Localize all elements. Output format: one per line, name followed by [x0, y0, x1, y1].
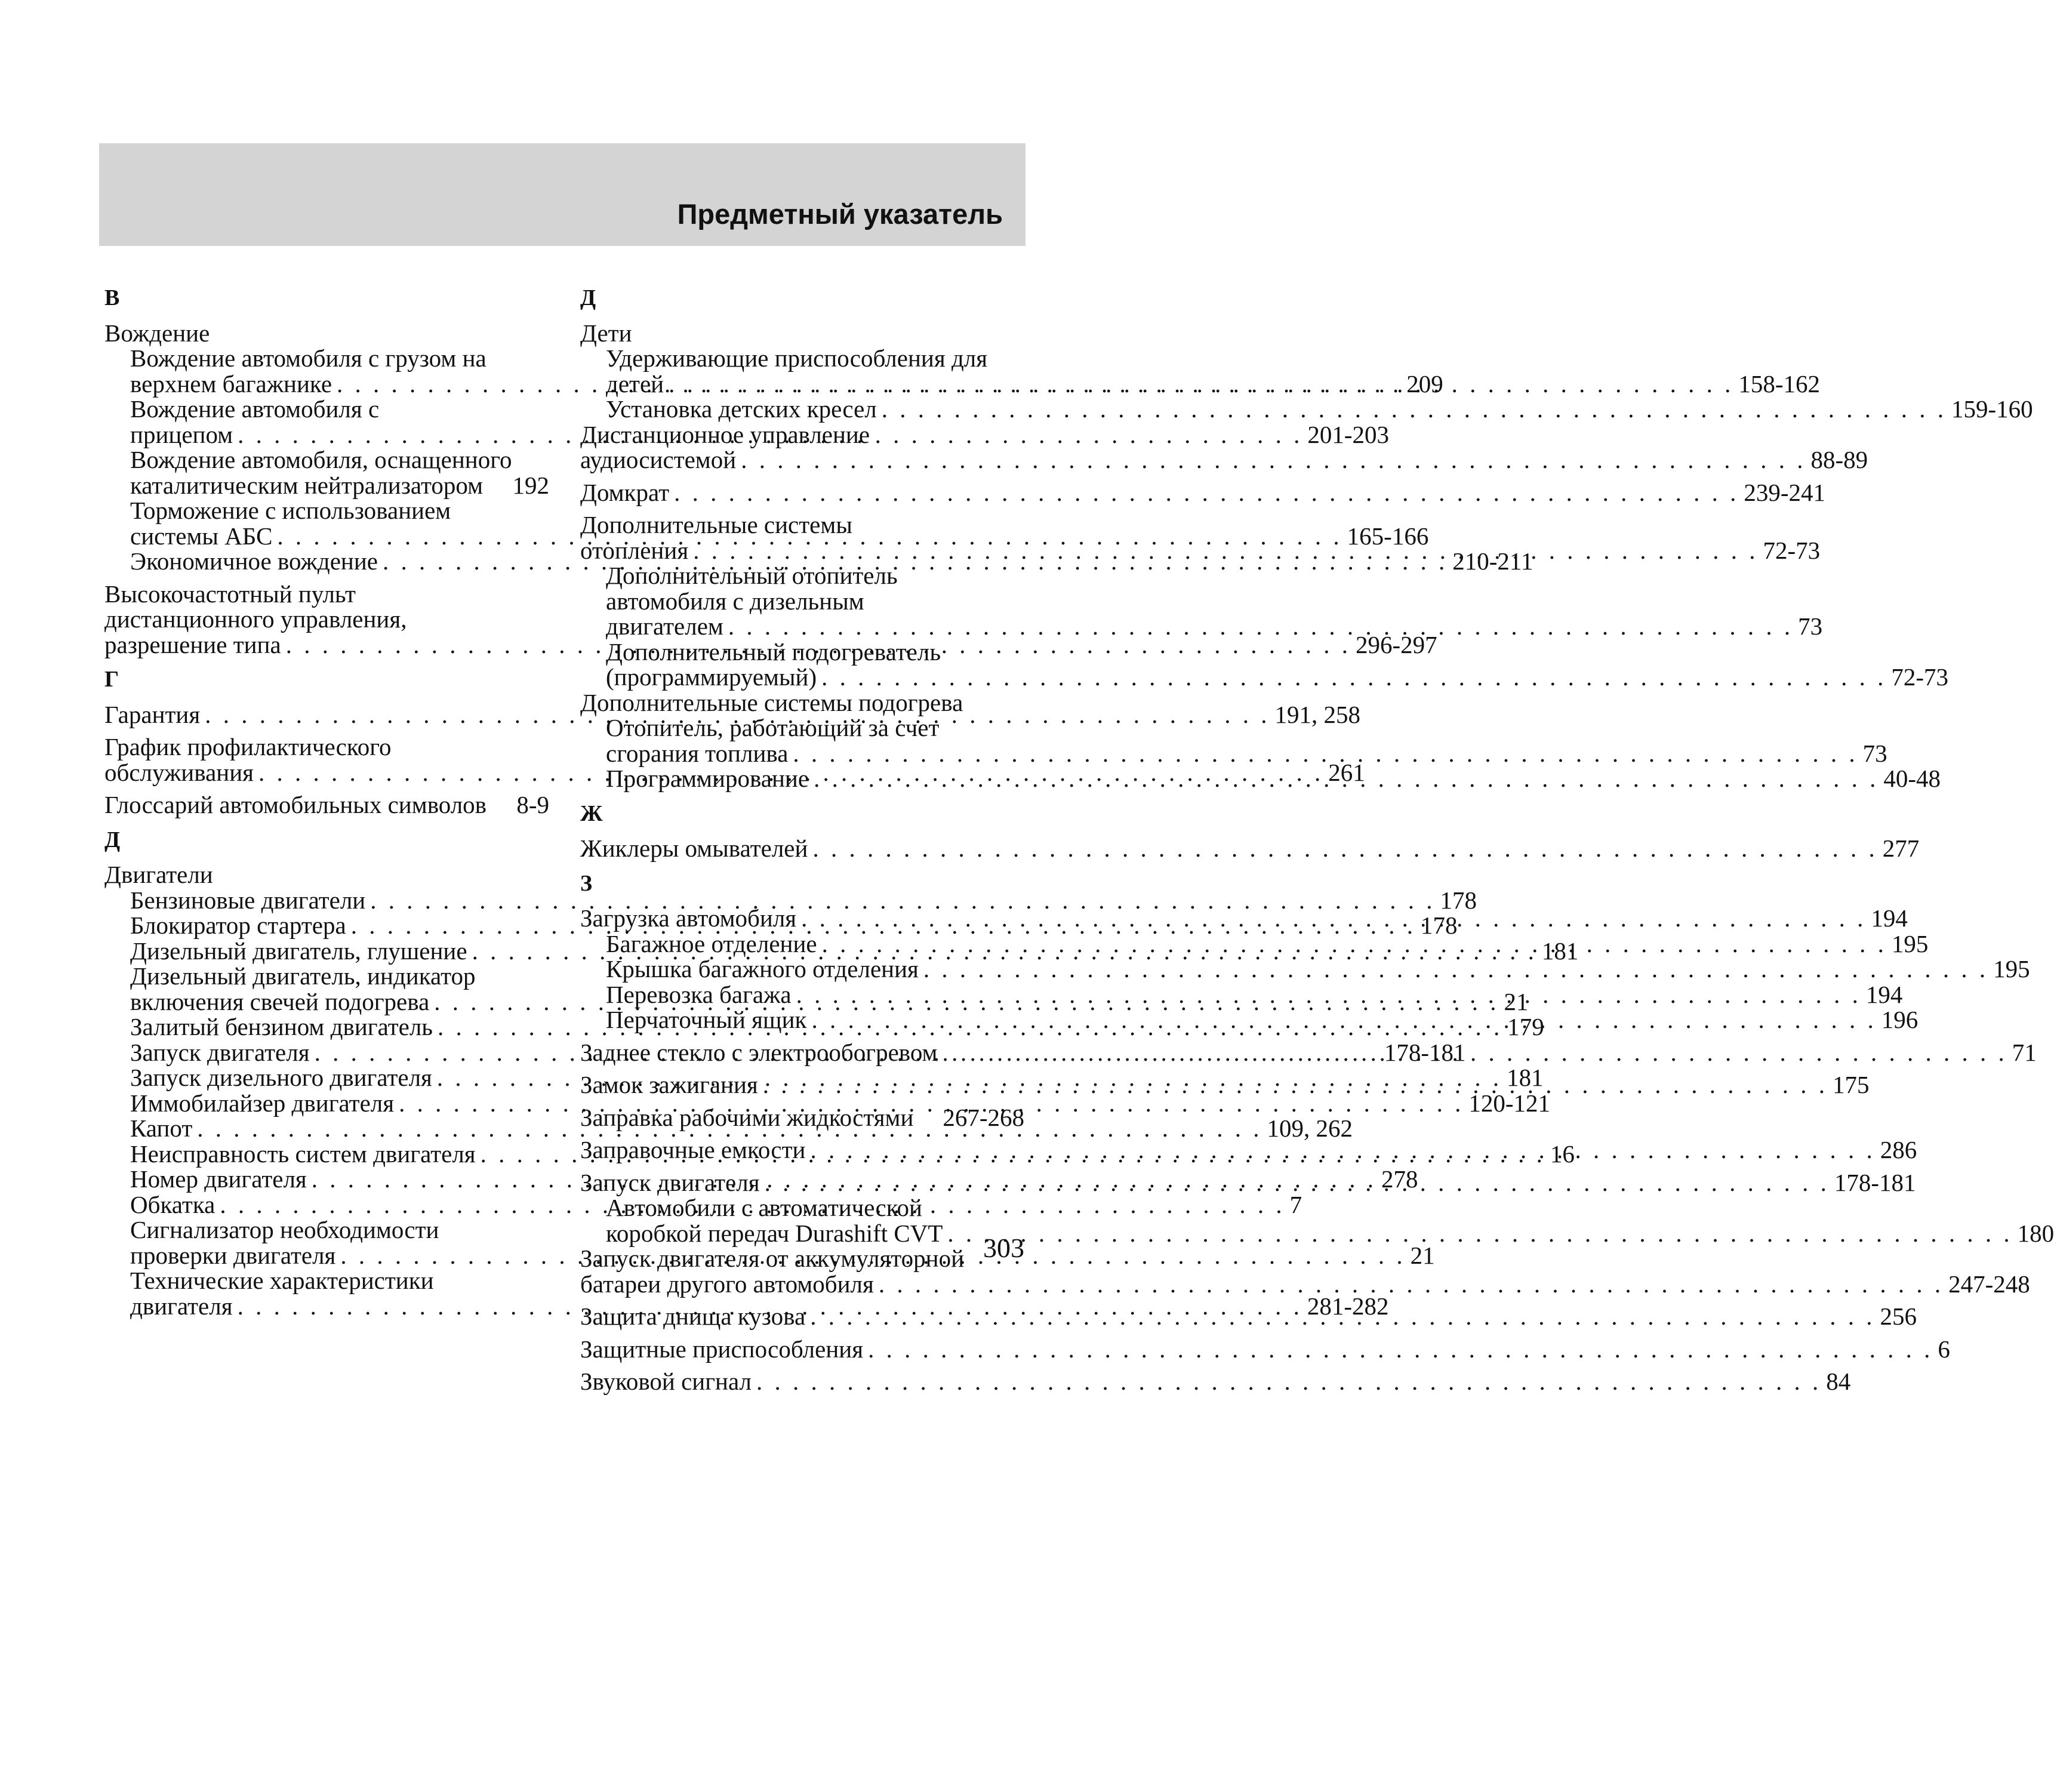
entry-term: Двигатели	[104, 861, 213, 888]
subentry-term: Торможение с использованием	[130, 497, 451, 524]
leader-dots	[817, 931, 1892, 957]
leader-dots	[806, 1007, 1881, 1033]
page-ref: 256	[1880, 1303, 1917, 1330]
leader-dots	[938, 1040, 2012, 1066]
subentry-term: Иммобилайзер двигателя	[130, 1089, 395, 1117]
leader-dots	[723, 614, 1798, 639]
page-ref: 8-9	[516, 791, 549, 818]
page-number: 303	[983, 1233, 1024, 1263]
page-ref: 195	[1993, 955, 2030, 983]
page-ref: 239-241	[1744, 478, 1826, 506]
subentry-term: Установка детских кресел	[606, 395, 877, 423]
page-ref: 178	[1420, 912, 1458, 939]
page-ref: 201-203	[1307, 420, 1390, 448]
entry-term: Запуск двигателя от аккумуляторной	[580, 1245, 965, 1272]
entry-term: Дополнительные системы подогрева	[580, 688, 963, 716]
subentry-term: Дизельный двигатель, глушение	[130, 937, 467, 965]
entry-term: Звуковой сигнал	[580, 1368, 752, 1395]
page-ref: 181	[1507, 1064, 1544, 1091]
subentry-term: двигателя	[130, 1292, 233, 1320]
subentry-term: (программируемый)	[606, 663, 817, 691]
page-ref: 72-73	[1763, 536, 1821, 564]
page-ref: 281-282	[1307, 1292, 1389, 1320]
page-ref: 88-89	[1810, 446, 1868, 473]
entry-term: Защитные приспособления	[580, 1335, 864, 1363]
header-band	[99, 143, 1026, 246]
section-letter: Ж	[580, 800, 603, 826]
leader-dots	[808, 836, 1882, 861]
entry-term: батареи другого автомобиля	[580, 1270, 874, 1298]
page-ref: 159-160	[1951, 395, 2033, 423]
page-ref: 209	[1406, 370, 1443, 398]
subentry-term: Блокиратор стартера	[130, 912, 346, 939]
leader-dots	[874, 1271, 1948, 1297]
page-ref: 191, 258	[1274, 700, 1360, 728]
index-entry	[580, 1335, 1950, 1363]
page-ref: 21	[1504, 987, 1529, 1015]
page-ref: 277	[1882, 835, 1920, 862]
leader-dots	[736, 447, 1810, 473]
entry-term: Вождение	[104, 319, 210, 347]
page-ref: 178-181	[1384, 1038, 1466, 1066]
page-ref: 181	[1541, 937, 1579, 965]
subentry-term: Перчаточный ящик	[606, 1006, 807, 1033]
entry-term: обслуживания	[104, 758, 254, 786]
subentry-term: Номер двигателя	[130, 1165, 307, 1193]
leader-dots	[805, 1137, 1880, 1163]
index-entry	[104, 792, 549, 818]
subentry-term: Дополнительный отопитель	[606, 562, 898, 589]
entry-term: График профилактического	[104, 733, 392, 760]
leader-dots	[788, 741, 1862, 766]
subentry-term: Сигнализатор необходимости	[130, 1216, 439, 1243]
leader-dots	[919, 956, 1993, 982]
entry-term: Запуск двигателя	[580, 1168, 760, 1196]
leader-dots	[796, 906, 1871, 931]
page-ref: 175	[1833, 1071, 1870, 1098]
subentry-term: Залитый бензином двигатель	[130, 1013, 433, 1040]
page-ref: 278	[1381, 1165, 1418, 1193]
subentry-term: системы АБС	[130, 522, 273, 550]
entry-term: Дети	[580, 319, 632, 347]
page-ref: 178-181	[1834, 1168, 1916, 1196]
leader-dots	[817, 664, 1891, 690]
subentry-term: Вождение автомобиля с грузом на	[130, 344, 486, 372]
leader-dots	[943, 1221, 2017, 1246]
leader-dots	[760, 1170, 1834, 1196]
index-entry	[580, 1368, 1851, 1395]
page-ref: 71	[2012, 1038, 2037, 1066]
subentry-term: Багажное отделение	[606, 929, 817, 957]
subentry-term: Отопитель, работающий за счет	[606, 714, 940, 741]
section-letter: Д	[104, 827, 121, 852]
subentry-term: Бензиновые двигатели	[130, 886, 366, 914]
page-ref: 267-268	[943, 1103, 1024, 1131]
entry-term: Высокочастотный пульт	[104, 580, 356, 608]
subentry-term: Вождение автомобиля с	[130, 395, 380, 423]
index-entry	[580, 478, 1826, 506]
subentry-term: двигателем	[606, 612, 723, 640]
page-ref: 40-48	[1883, 765, 1941, 792]
subentry-term: Технические характеристики	[130, 1267, 434, 1294]
page-ref: 165-166	[1347, 522, 1429, 550]
leader-dots	[752, 1369, 1826, 1394]
leader-dots	[669, 480, 1744, 506]
leader-dots	[809, 766, 1883, 792]
section-letter: З	[580, 870, 593, 896]
entry-term: Глоссарий автомобильных символов	[104, 791, 487, 818]
page-ref: 296-297	[1355, 630, 1437, 658]
subentry-term: детей	[606, 370, 664, 398]
leader-dots	[758, 1072, 1833, 1098]
page-ref: 286	[1880, 1136, 1917, 1163]
subentry-term: Перевозка багажа	[606, 980, 792, 1008]
subentry-term: Капот	[130, 1114, 193, 1142]
subentry-term: Программирование	[606, 765, 809, 792]
page-ref: 73	[1862, 739, 1887, 767]
page-ref: 73	[1798, 612, 1823, 640]
index-entry	[580, 835, 1920, 862]
entry-term: Заднее стекло с электрообогревом	[580, 1038, 938, 1066]
index-entry	[580, 1105, 1024, 1131]
page-ref: 195	[1891, 929, 1929, 957]
page-ref: 6	[1938, 1335, 1950, 1363]
page-ref: 192	[512, 471, 549, 499]
page-title: Предметный указатель	[677, 198, 1003, 230]
page-ref: 7	[1289, 1190, 1302, 1218]
subentry-term: Дополнительный подогреватель	[606, 638, 941, 666]
entry-term: Гарантия	[104, 700, 201, 728]
subentry-term: Неисправность систем двигателя	[130, 1140, 476, 1168]
entry-term: Замок зажигания	[580, 1071, 758, 1098]
page-ref: 180	[2017, 1219, 2054, 1247]
entry-term: Загрузка автомобиля	[580, 904, 797, 932]
page-ref: 179	[1507, 1013, 1544, 1040]
leader-dots	[688, 538, 1763, 564]
subentry-term: автомобиля с дизельным	[606, 587, 864, 615]
entry-term: Дистанционное управление	[580, 420, 870, 448]
subentry-term: включения свечей подогрева	[130, 987, 430, 1015]
entry-term: Защита днища кузова	[580, 1303, 806, 1330]
section-letter: Д	[580, 285, 596, 310]
page-ref: 196	[1881, 1006, 1918, 1033]
subentry-term: Вождение автомобиля, оснащенного	[130, 446, 512, 473]
leader-dots	[664, 371, 1738, 397]
subentry-term: Крышка багажного отделения	[606, 955, 919, 983]
subentry-term: Экономичное вождение	[130, 547, 378, 575]
entry-term: Жиклеры омывателей	[580, 835, 808, 862]
subentry-term: Обкатка	[130, 1190, 215, 1218]
page-ref: 261	[1328, 758, 1365, 786]
page-ref: 72-73	[1891, 663, 1949, 691]
page-ref: 247-248	[1948, 1270, 2030, 1298]
subentry-term: прицепом	[130, 420, 233, 448]
entry-term: Дополнительные системы	[580, 511, 852, 538]
page-ref: 194	[1865, 980, 1903, 1008]
leader-dots	[863, 1337, 1938, 1362]
page-ref: 158-162	[1738, 370, 1821, 398]
leader-dots	[792, 982, 1866, 1008]
entry-term: разрешение типа	[104, 630, 281, 658]
subentry-term: верхнем багажнике	[130, 370, 332, 398]
entry-term: дистанционного управления,	[104, 605, 407, 633]
section-letter: В	[104, 285, 120, 310]
entry-term: отопления	[580, 536, 689, 564]
page-ref: 120-121	[1468, 1089, 1550, 1117]
page-ref: 21	[1410, 1241, 1435, 1269]
subentry-term: Удерживающие приспособления для	[606, 344, 988, 372]
leader-dots	[877, 396, 1951, 422]
page-ref: 109, 262	[1267, 1114, 1353, 1142]
leader-dots	[805, 1304, 1880, 1329]
entry-term: аудиосистемой	[580, 446, 737, 473]
page-ref: 84	[1826, 1368, 1851, 1395]
page-ref: 16	[1550, 1140, 1575, 1168]
page-ref: 210-211	[1452, 547, 1533, 575]
entry-term: Заправочные емкости	[580, 1136, 806, 1163]
subentry-term: Запуск дизельного двигателя	[130, 1064, 432, 1091]
page-ref: 194	[1871, 904, 1908, 932]
subentry-term: Запуск двигателя	[130, 1038, 310, 1066]
subentry-term: Автомобили с автоматической	[606, 1194, 922, 1221]
subentry-term: каталитическим нейтрализатором	[130, 471, 484, 499]
section-letter: Г	[104, 667, 119, 692]
subentry-term: проверки двигателя	[130, 1241, 336, 1269]
subentry-term: Дизельный двигатель, индикатор	[130, 962, 476, 990]
page-ref: 178	[1440, 886, 1477, 914]
entry-term: Домкрат	[580, 478, 670, 506]
subentry-term: сгорания топлива	[606, 739, 789, 767]
entry-term: Заправка рабочими жидкостями	[580, 1103, 914, 1131]
subentry-term: коробкой передач Durashift CVT	[606, 1219, 943, 1247]
